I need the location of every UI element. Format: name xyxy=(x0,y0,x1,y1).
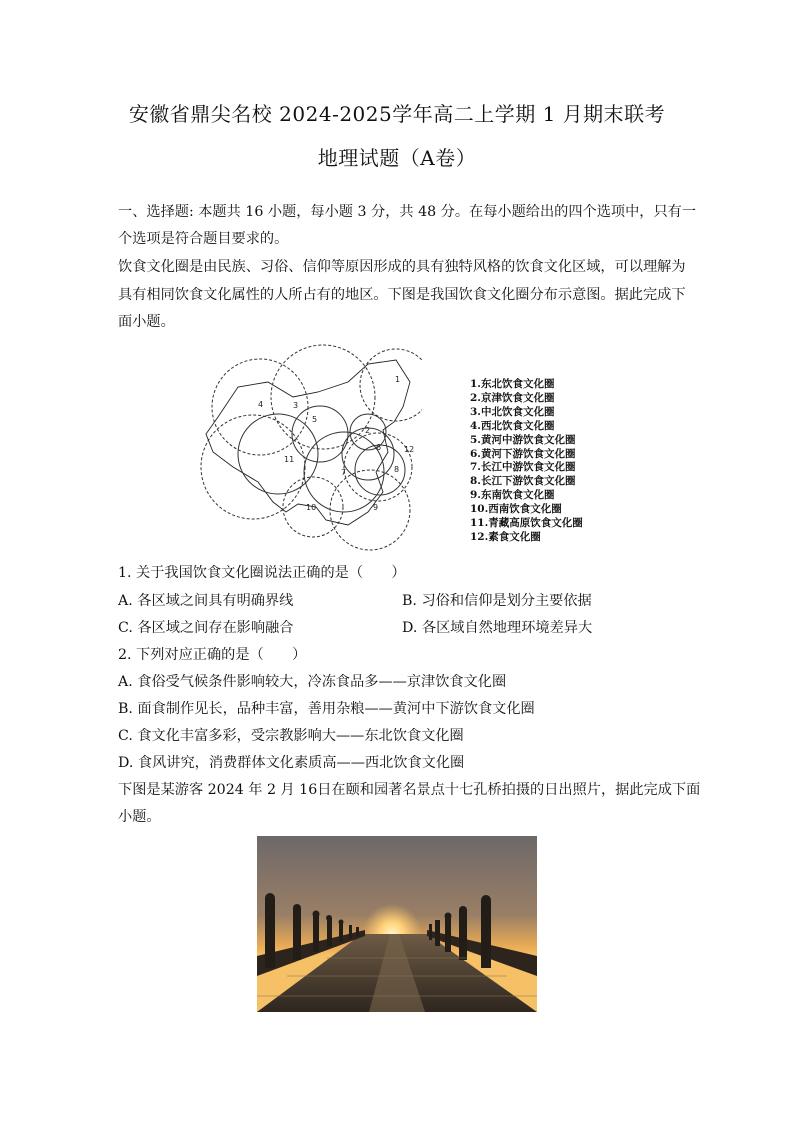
passage2-line-1: 下图是某游客 2024 年 2 月 16日在颐和园著名景点十七孔桥拍摄的日出照片，据此完成下面 xyxy=(118,782,701,798)
passage2-line-2: 小题。 xyxy=(118,809,161,825)
q2-option-c: C. 食文化丰富多彩，受宗教影响大——东北饮食文化圈 xyxy=(118,728,464,744)
q2-stem: 2. 下列对应正确的是（ ） xyxy=(118,647,307,663)
legend-item: 8.长江下游饮食文化圈 xyxy=(470,475,576,488)
circle-11 xyxy=(201,415,305,519)
bridge-sunrise-photo xyxy=(257,836,537,1012)
food-culture-map xyxy=(198,342,422,552)
map-num-4: 4 xyxy=(258,400,264,409)
passage1-line-1: 饮食文化圈是由民族、习俗、信仰等原因形成的具有独特风格的饮食文化区域，可以理解为 xyxy=(118,259,686,275)
passage1-line-2: 具有相同饮食文化属性的人所占有的地区。下图是我国饮食文化圈分布示意图。据此完成下 xyxy=(118,287,686,303)
circle-5 xyxy=(292,406,348,462)
legend-item: 2.京津饮食文化圈 xyxy=(470,391,555,404)
q1-option-b: B. 习俗和信仰是划分主要依据 xyxy=(402,593,592,609)
map-num-3: 3 xyxy=(293,401,299,410)
map-num-8: 8 xyxy=(394,465,400,474)
legend-item: 1.东北饮食文化圈 xyxy=(470,378,555,390)
map-num-12: 12 xyxy=(404,445,415,454)
map-num-5: 5 xyxy=(312,415,318,424)
legend-item: 4.西北饮食文化圈 xyxy=(470,419,555,432)
legend-item: 7.长江中游饮食文化圈 xyxy=(470,461,576,474)
map-legend xyxy=(470,378,583,545)
map-num-9: 9 xyxy=(373,503,379,512)
instructions-line-2: 个选项是符合题目要求的。 xyxy=(118,231,289,247)
legend-item: 9.东南饮食文化圈 xyxy=(470,489,555,502)
legend-item: 3.中北饮食文化圈 xyxy=(470,405,555,418)
map-num-1: 1 xyxy=(395,375,401,384)
q2-option-b: B. 面食制作见长，品种丰富，善用杂粮——黄河中下游饮食文化圈 xyxy=(118,701,535,717)
map-num-10: 10 xyxy=(306,503,317,512)
map-num-11: 11 xyxy=(284,455,295,464)
legend-item: 6.黄河下游饮食文化圈 xyxy=(470,447,576,460)
map-num-2: 2 xyxy=(365,426,371,435)
legend-item: 5.黄河中游饮食文化圈 xyxy=(470,433,576,446)
page-title: 安徽省鼎尖名校 2024-2025学年高二上学期 1 月期末联考 xyxy=(128,102,666,126)
q1-option-a: A. 各区域之间具有明确界线 xyxy=(118,593,294,609)
instructions-line-1: 一、选择题: 本题共 16 小题，每小题 3 分，共 48 分。在每小题给出的四个选项中，只有一 xyxy=(118,204,697,220)
q2-option-a: A. 食俗受气候条件影响较大，冷冻食品多——京津饮食文化圈 xyxy=(118,674,507,690)
map-num-6: 6 xyxy=(376,443,382,452)
circle-3 xyxy=(271,345,375,449)
circle-1 xyxy=(360,349,422,421)
legend-item: 11.青藏高原饮食文化圈 xyxy=(470,517,583,530)
passage1-line-3: 面小题。 xyxy=(118,314,175,330)
q1-stem: 1. 关于我国饮食文化圈说法正确的是（ ） xyxy=(118,565,406,581)
q2-option-d: D. 食风讲究，消费群体文化素质高——西北饮食文化圈 xyxy=(118,755,465,771)
circle-6 xyxy=(342,428,394,480)
legend-item: 10.西南饮食文化圈 xyxy=(470,503,562,516)
q1-option-d: D. 各区域自然地理环境差异大 xyxy=(402,620,593,636)
q1-option-c: C. 各区域之间存在影响融合 xyxy=(118,620,294,636)
map-num-7: 7 xyxy=(341,468,347,477)
page-subtitle: 地理试题（A卷） xyxy=(317,146,477,170)
legend-item: 12.素食文化圈 xyxy=(470,530,541,543)
